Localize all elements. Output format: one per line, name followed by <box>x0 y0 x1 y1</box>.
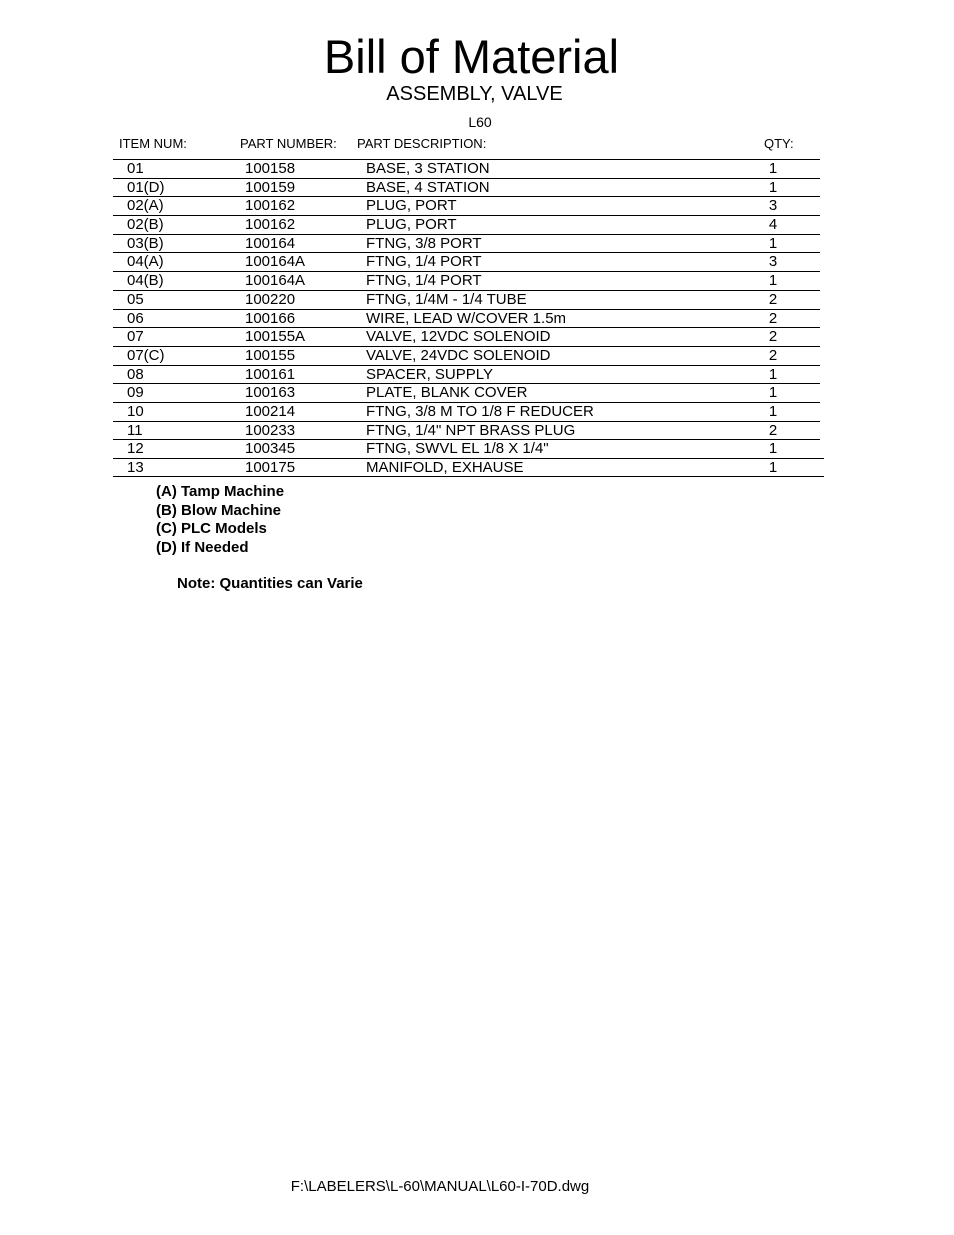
qty-cell: 4 <box>768 216 778 234</box>
part-number-cell: 100233 <box>245 421 296 439</box>
part-number-cell: 100159 <box>245 178 296 196</box>
part-number-cell: 100162 <box>245 197 296 215</box>
qty-cell: 2 <box>768 290 778 308</box>
part-number-cell: 100164A <box>245 253 306 271</box>
item-num-cell: 12 <box>127 440 144 458</box>
table-row <box>113 234 820 253</box>
quantity-note: Note: Quantities can Varie <box>177 575 363 592</box>
part-description-cell: FTNG, 1/4M - 1/4 TUBE <box>366 290 527 308</box>
part-number-cell: 100162 <box>245 216 296 234</box>
model-label: L60 <box>468 114 492 130</box>
file-path-footer: F:\LABELERS\L-60\MANUAL\L60-I-70D.dwg <box>290 1178 590 1195</box>
table-row <box>113 271 820 290</box>
table-row <box>113 421 820 440</box>
table-row <box>113 458 824 477</box>
qty-cell: 1 <box>768 459 778 476</box>
item-num-cell: 06 <box>127 309 144 327</box>
part-number-cell: 100220 <box>245 290 296 308</box>
part-number-cell: 100345 <box>245 440 296 458</box>
part-description-cell: PLUG, PORT <box>366 216 457 234</box>
part-description-cell: VALVE, 12VDC SOLENOID <box>366 328 551 346</box>
part-description-cell: SPACER, SUPPLY <box>366 365 493 383</box>
qty-cell: 3 <box>768 197 778 215</box>
part-number-cell: 100166 <box>245 309 296 327</box>
item-num-cell: 02(B) <box>127 216 164 234</box>
item-num-cell: 02(A) <box>127 197 164 215</box>
qty-cell: 2 <box>768 346 778 364</box>
qty-cell: 1 <box>768 178 778 196</box>
document-title: Bill of Material <box>323 30 620 83</box>
table-row <box>113 327 820 346</box>
legend-item-a: (A) Tamp Machine <box>156 483 285 500</box>
item-num-cell: 07 <box>127 328 144 346</box>
item-num-cell: 13 <box>127 459 144 476</box>
header-qty: QTY: <box>764 136 794 151</box>
table-row <box>113 365 820 384</box>
part-description-cell: VALVE, 24VDC SOLENOID <box>366 346 551 364</box>
legend-item-c: (C) PLC Models <box>156 520 267 537</box>
part-number-cell: 100164 <box>245 234 296 252</box>
part-number-cell: 100163 <box>245 384 296 402</box>
part-description-cell: FTNG, 1/4 PORT <box>366 272 482 290</box>
document-subtitle: ASSEMBLY, VALVE <box>386 83 563 105</box>
item-num-cell: 10 <box>127 402 144 420</box>
table-row <box>113 383 820 402</box>
qty-cell: 1 <box>768 160 778 177</box>
qty-cell: 1 <box>768 234 778 252</box>
item-num-cell: 04(B) <box>127 272 164 290</box>
table-row <box>113 196 820 215</box>
header-part-number: PART NUMBER: <box>240 136 337 151</box>
part-description-cell: BASE, 4 STATION <box>366 178 490 196</box>
qty-cell: 1 <box>768 384 778 402</box>
legend-item-d: (D) If Needed <box>156 538 249 556</box>
header-item-num: ITEM NUM: <box>119 136 187 151</box>
qty-cell: 3 <box>768 253 778 271</box>
part-description-cell: FTNG, 1/4 PORT <box>366 253 482 271</box>
item-num-cell: 01 <box>127 160 144 177</box>
qty-cell: 1 <box>768 440 778 458</box>
bom-table <box>113 159 820 477</box>
header-part-description: PART DESCRIPTION: <box>357 136 487 151</box>
qty-cell: 2 <box>768 328 778 346</box>
qty-cell: 2 <box>768 421 778 439</box>
table-row <box>113 159 820 178</box>
part-description-cell: FTNG, 3/8 M TO 1/8 F REDUCER <box>366 402 594 420</box>
part-description-cell: FTNG, SWVL EL 1/8 X 1/4" <box>366 440 549 458</box>
item-num-cell: 11 <box>127 421 143 439</box>
table-row <box>113 346 820 365</box>
part-description-cell: MANIFOLD, EXHAUSE <box>366 459 524 476</box>
part-number-cell: 100158 <box>245 160 296 177</box>
qty-cell: 1 <box>768 402 778 420</box>
item-num-cell: 01(D) <box>127 178 165 196</box>
part-number-cell: 100214 <box>245 402 296 420</box>
part-number-cell: 100155 <box>245 346 296 364</box>
part-description-cell: PLUG, PORT <box>366 197 457 215</box>
item-num-cell: 07(C) <box>127 346 165 364</box>
legend <box>156 483 284 557</box>
legend-item-b: (B) Blow Machine <box>156 501 282 519</box>
part-description-cell: FTNG, 1/4" NPT BRASS PLUG <box>366 421 576 439</box>
table-row <box>113 215 820 234</box>
table-row <box>113 402 820 421</box>
part-number-cell: 100175 <box>245 459 296 476</box>
item-num-cell: 09 <box>127 384 144 402</box>
item-num-cell: 05 <box>127 290 144 308</box>
part-description-cell: FTNG, 3/8 PORT <box>366 234 482 252</box>
item-num-cell: 04(A) <box>127 253 164 271</box>
item-num-cell: 08 <box>127 365 144 383</box>
table-row <box>113 178 820 197</box>
table-row <box>113 439 820 458</box>
part-number-cell: 100161 <box>245 365 296 383</box>
qty-cell: 1 <box>768 272 778 290</box>
part-description-cell: WIRE, LEAD W/COVER 1.5m <box>366 309 567 327</box>
part-number-cell: 100155A <box>245 328 306 346</box>
table-row <box>113 290 820 309</box>
part-description-cell: BASE, 3 STATION <box>366 160 490 177</box>
table-row <box>113 252 820 271</box>
table-row <box>113 309 820 328</box>
part-description-cell: PLATE, BLANK COVER <box>366 384 528 402</box>
item-num-cell: 03(B) <box>127 234 164 252</box>
qty-cell: 2 <box>768 309 778 327</box>
part-number-cell: 100164A <box>245 272 306 290</box>
qty-cell: 1 <box>768 365 778 383</box>
